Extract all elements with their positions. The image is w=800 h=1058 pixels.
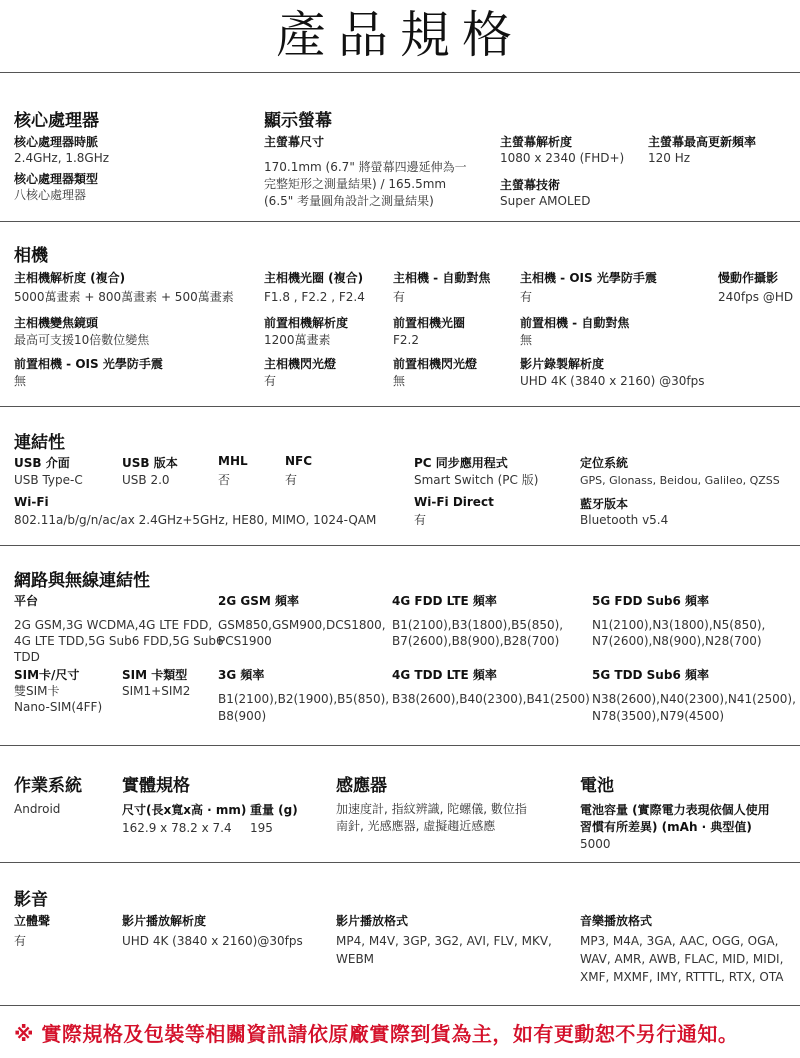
display-refresh-value: 120 Hz [648,151,691,165]
afmt-value-3: XMF, MXMF, IMY, RTTTL, RTX, OTA [580,970,784,984]
battery-heading: 電池 [580,776,614,796]
sub6tdd-value-1: N38(2600),N40(2300),N41(2500), [592,692,796,706]
sim-size-value-1: 雙SIM卡 [14,684,60,698]
sub6tdd-value-2: N78(3500),N79(4500) [592,709,725,723]
divider [0,221,800,222]
camera-item-value: UHD 4K (3840 x 2160) @30fps [520,374,705,388]
sensor-value-1: 加速度計, 指紋辨識, 陀螺儀, 數位指 [336,802,527,816]
display-res-label: 主螢幕解析度 [500,135,573,149]
afmt-value-2: WAV, AMR, AWB, FLAC, MID, MIDI, [580,952,784,966]
camera-item-label: 前置相機閃光燈 [393,357,478,371]
conn-item-label: NFC [285,454,313,468]
divider [0,545,800,546]
display-refresh-label: 主螢幕最高更新頻率 [648,135,757,149]
av-heading: 影音 [14,890,48,910]
conn-item-label: 藍牙版本 [580,497,629,511]
gsm-value-1: GSM850,GSM900,DCS1800, [218,618,386,632]
cpu-speed-value: 2.4GHz, 1.8GHz [14,151,110,165]
divider [0,406,800,407]
conn-item-label: 定位系統 [580,456,629,470]
os-value: Android [14,802,61,816]
camera-item-value: 無 [14,374,27,388]
cpu-type-label: 核心處理器類型 [14,172,99,186]
gsm-value-2: PCS1900 [218,634,272,648]
camera-item-label: 前置相機解析度 [264,316,349,330]
camera-item-label: 主相機 - 自動對焦 [393,271,491,285]
camera-item-value: 無 [520,333,533,347]
camera-item-value: 5000萬畫素 + 800萬畫素 + 500萬畫素 [14,290,234,304]
cpu-heading: 核心處理器 [14,111,99,131]
conn-item-label: Wi-Fi Direct [414,495,494,509]
afmt-value-1: MP3, M4A, 3GA, AAC, OGG, OGA, [580,934,779,948]
divider [0,745,800,746]
weight-label: 重量 (g) [250,803,298,817]
conn-item-label: MHL [218,454,248,468]
battery-value: 5000 [580,837,611,851]
sub6fdd-label: 5G FDD Sub6 頻率 [592,594,709,608]
sim-type-value: SIM1+SIM2 [122,684,191,698]
display-tech-label: 主螢幕技術 [500,178,561,192]
camera-item-value: 最高可支援10倍數位變焦 [14,333,150,347]
tdd-label: 4G TDD LTE 頻率 [392,668,497,682]
tdd-value: B38(2600),B40(2300),B41(2500) [392,692,590,706]
afmt-label: 音樂播放格式 [580,914,653,928]
camera-item-label: 主相機閃光燈 [264,357,337,371]
display-size-value-2: 完整矩形之測量結果) / 165.5mm [264,177,447,191]
conn-item-value: 802.11a/b/g/n/ac/ax 2.4GHz+5GHz, HE80, MIMO, 1024-QAM [14,513,377,527]
disclaimer-note: ※ 實際規格及包裝等相關資訊請依原廠實際到貨為主，如有更動恕不另行通知。 [14,1022,739,1046]
camera-item-label: 慢動作攝影 [718,271,779,285]
dim-value: 162.9 x 78.2 x 7.4 [122,821,232,835]
os-heading: 作業系統 [14,776,82,796]
conn-item-label: Wi-Fi [14,495,49,509]
conn-item-label: USB 版本 [122,456,178,470]
dim-label: 尺寸(長x寬x高 · mm) [122,803,247,817]
vres-label: 影片播放解析度 [122,914,207,928]
display-tech-value: Super AMOLED [500,194,591,208]
camera-item-label: 主相機變焦鏡頭 [14,316,99,330]
battery-label-2: 習慣有所差異) (mAh · 典型值) [580,820,752,834]
conn-item-value: 有 [414,513,427,527]
conn-item-value: 否 [218,473,231,487]
sim-size-value-2: Nano-SIM(4FF) [14,700,103,714]
cpu-speed-label: 核心處理器時脈 [14,135,99,149]
camera-item-value: 有 [520,290,533,304]
platform-label: 平台 [14,594,39,608]
platform-value-2: 4G LTE TDD,5G Sub6 FDD,5G Sub6 [14,634,224,648]
g3-label: 3G 頻率 [218,668,265,682]
conn-item-value: 有 [285,473,298,487]
divider [0,1005,800,1006]
g3-value-2: B8(900) [218,709,267,723]
display-size-label: 主螢幕尺寸 [264,135,325,149]
connectivity-heading: 連結性 [14,433,65,453]
display-res-value: 1080 x 2340 (FHD+) [500,151,625,165]
camera-item-value: 240fps @HD [718,290,794,304]
vfmt-value-2: WEBM [336,952,375,966]
divider [0,72,800,73]
camera-item-value: 1200萬畫素 [264,333,331,347]
weight-value: 195 [250,821,273,835]
sim-type-label: SIM 卡類型 [122,668,188,682]
camera-item-label: 主相機解析度 (複合) [14,271,126,285]
camera-item-value: F2.2 [393,333,419,347]
camera-item-label: 主相機光圈 (複合) [264,271,364,285]
vfmt-value-1: MP4, M4V, 3GP, 3G2, AVI, FLV, MKV, [336,934,552,948]
conn-item-label: USB 介面 [14,456,70,470]
camera-item-label: 前置相機 - 自動對焦 [520,316,630,330]
camera-item-label: 前置相機光圈 [393,316,466,330]
camera-item-value: F1.8 , F2.2 , F2.4 [264,290,365,304]
display-heading: 顯示螢幕 [264,111,332,131]
sub6fdd-value-2: N7(2600),N8(900),N28(700) [592,634,762,648]
conn-item-label: PC 同步應用程式 [414,456,508,470]
conn-item-value: Smart Switch (PC 版) [414,473,539,487]
platform-value-1: 2G GSM,3G WCDMA,4G LTE FDD, [14,618,213,632]
camera-item-value: 有 [393,290,406,304]
cpu-type-value: 八核心處理器 [14,188,87,202]
vfmt-label: 影片播放格式 [336,914,409,928]
platform-value-3: TDD [14,650,40,664]
stereo-value: 有 [14,934,27,948]
display-size-value-1: 170.1mm (6.7" 將螢幕四邊延伸為一 [264,160,467,174]
sensor-heading: 感應器 [336,776,387,796]
camera-item-label: 前置相機 - OIS 光學防手震 [14,357,163,371]
fdd-label: 4G FDD LTE 頻率 [392,594,497,608]
sensor-value-2: 南針, 光感應器, 虛擬趨近感應 [336,819,496,833]
camera-item-value: 無 [393,374,406,388]
conn-item-value: USB 2.0 [122,473,170,487]
g3-value-1: B1(2100),B2(1900),B5(850), [218,692,390,706]
conn-item-value: USB Type-C [14,473,83,487]
conn-item-value: GPS, Glonass, Beidou, Galileo, QZSS [580,474,780,487]
battery-label-1: 電池容量 (實際電力表現依個人使用 [580,803,770,817]
gsm-label: 2G GSM 頻率 [218,594,299,608]
stereo-label: 立體聲 [14,914,51,928]
fdd-value-2: B7(2600),B8(900),B28(700) [392,634,560,648]
camera-heading: 相機 [14,246,48,266]
vres-value: UHD 4K (3840 x 2160)@30fps [122,934,303,948]
network-heading: 網路與無線連結性 [14,571,150,591]
physical-heading: 實體規格 [122,776,190,796]
camera-item-value: 有 [264,374,277,388]
conn-item-value: Bluetooth v5.4 [580,513,669,527]
page-title: 產品規格 [276,6,524,64]
divider [0,862,800,863]
sub6fdd-value-1: N1(2100),N3(1800),N5(850), [592,618,766,632]
fdd-value-1: B1(2100),B3(1800),B5(850), [392,618,564,632]
sub6tdd-label: 5G TDD Sub6 頻率 [592,668,709,682]
display-size-value-3: (6.5" 考量圓角設計之測量結果) [264,194,434,208]
camera-item-label: 主相機 - OIS 光學防手震 [520,271,657,285]
camera-item-label: 影片錄製解析度 [520,357,605,371]
sim-size-label: SIM卡/尺寸 [14,668,80,682]
